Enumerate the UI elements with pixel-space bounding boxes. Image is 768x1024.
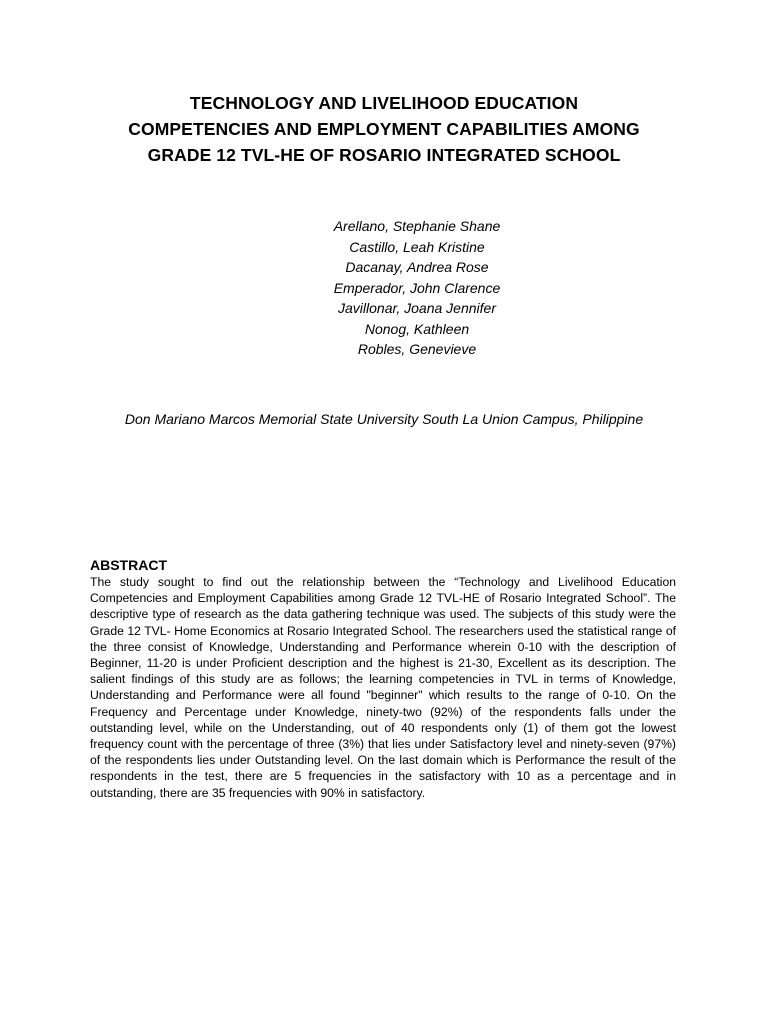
author-name: Emperador, John Clarence — [333, 279, 501, 296]
author-name: Robles, Genevieve — [357, 341, 477, 357]
author-list — [167, 216, 667, 360]
title-line: GRADE 12 TVL-HE OF ROSARIO INTEGRATED SCHOOL — [147, 145, 621, 165]
paper-title — [60, 90, 708, 168]
abstract-heading: ABSTRACT — [90, 557, 167, 573]
author-name: Arellano, Stephanie Shane — [333, 218, 501, 234]
title-line: COMPETENCIES AND EMPLOYMENT CAPABILITIES AMONG — [128, 119, 640, 139]
abstract-body: The study sought to find out the relationship between the “Technology and Livelihood Education Competencies and Employment Capabilities among Grade 12 TVL-HE of Rosario Integrated School”. The descriptive type of research as the data gathering technique was used. The subjects of this study were the Grade 12 TVL- Home Economics at Rosario Integrated School. The researchers used the statistical range of the three consist of Knowledge, Understanding and Performance wherein 0-10 with the description of Beginner, 11-20 is under Proficient description and the highest is 21-30, Excellent as its description. The salient findings of this study are as follows; the learning competencies in TVL in terms of Knowledge, Understanding and Performance were all found "beginner" which results to the range of 0-10. On the Frequency and Percentage under Knowledge, ninety-two (92%) of the respondents falls under the outstanding level, while on the Understanding, out of 40 respondents only (1) of them got the lowest frequency count with the percentage of three (3%) that lies under Satisfactory level and ninety-seven (97%) of the respondents lies under Outstanding level. On the last domain which is Performance the result of the respondents in the test, there are 5 frequencies in the satisfactory with 10 as a percentage and in outstanding, there are 35 frequencies with 90% in satisfactory. — [90, 575, 676, 800]
author-name: Castillo, Leah Kristine — [349, 238, 485, 255]
author-name: Dacanay, Andrea Rose — [345, 259, 489, 275]
author-name: Nonog, Kathleen — [364, 320, 470, 337]
affiliation: Don Mariano Marcos Memorial State University South La Union Campus, Philippine — [124, 411, 644, 427]
author-name: Javillonar, Joana Jennifer — [338, 300, 496, 316]
title-line: TECHNOLOGY AND LIVELIHOOD EDUCATION — [189, 93, 579, 113]
